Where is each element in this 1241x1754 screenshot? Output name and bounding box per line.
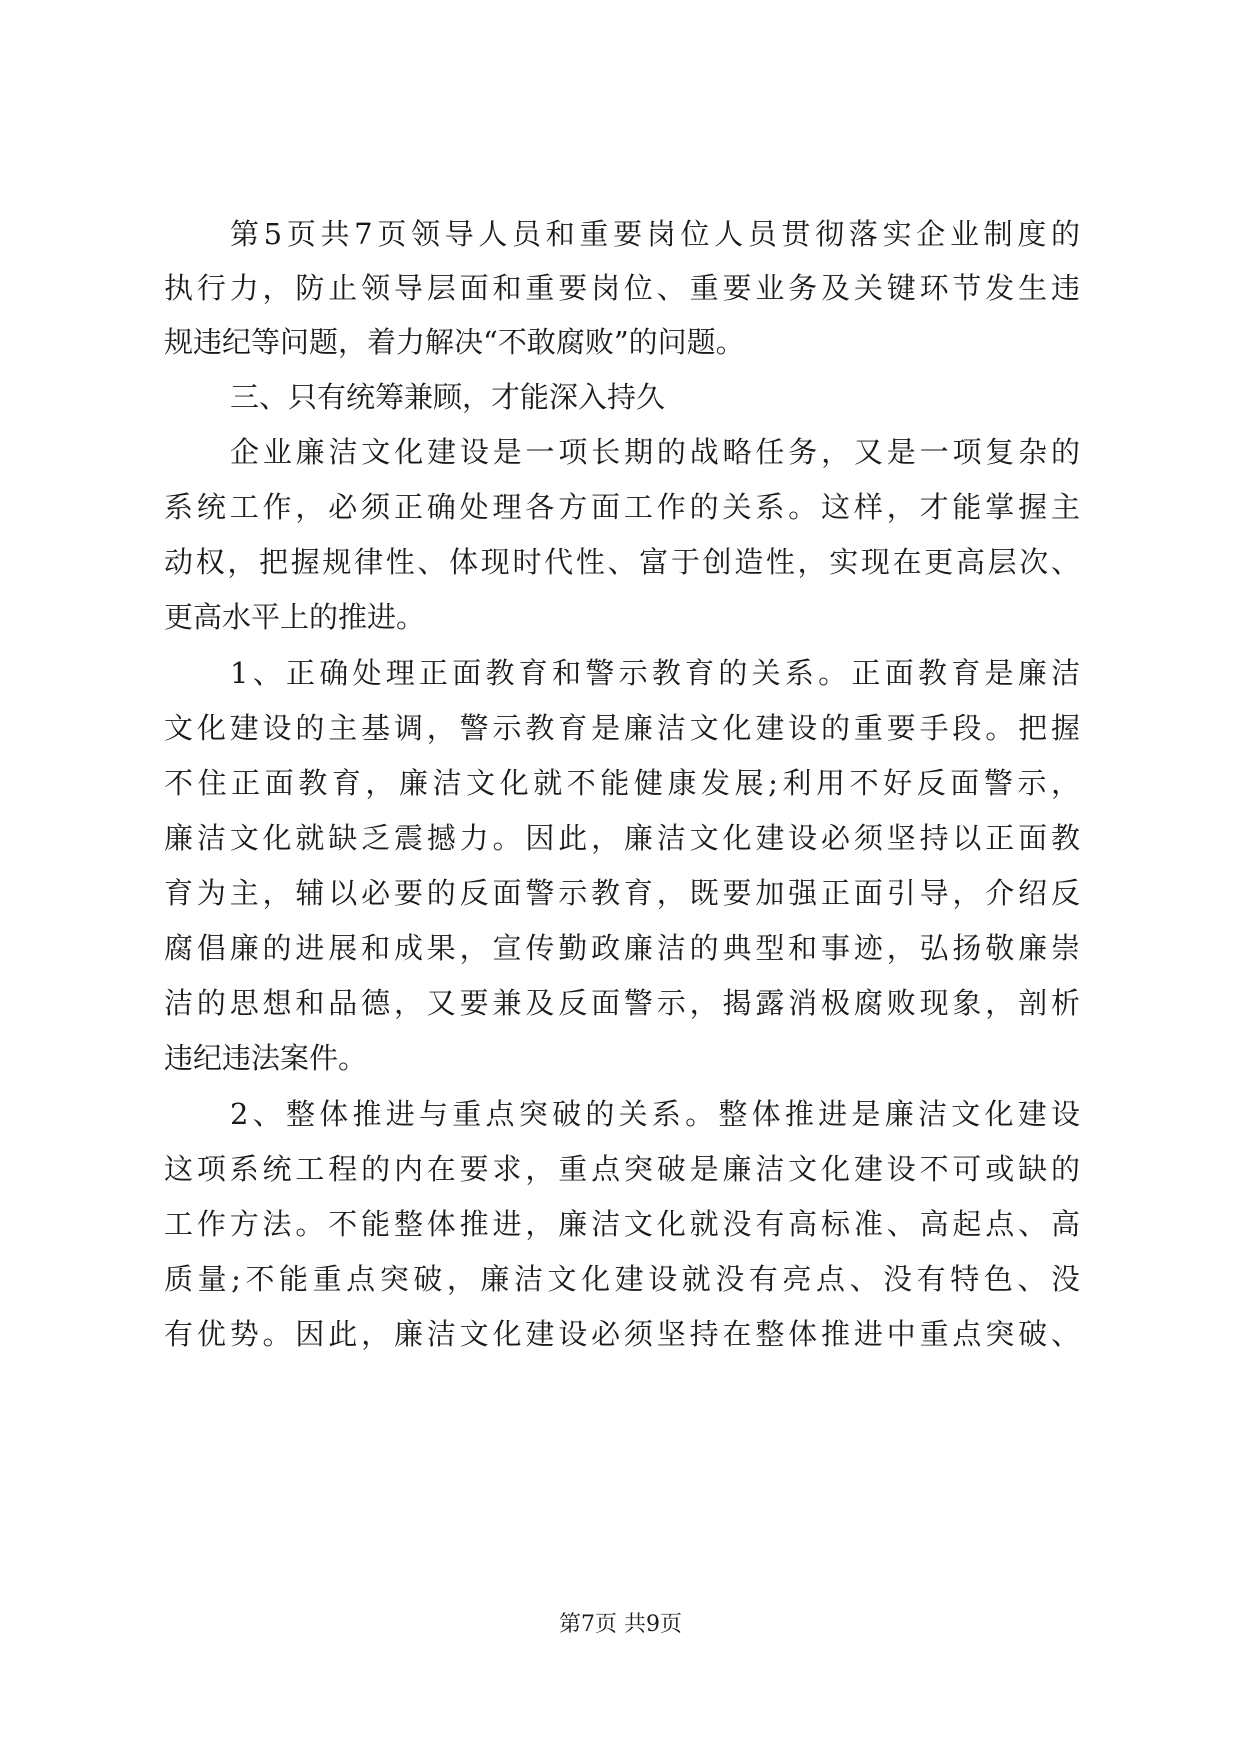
paragraph-4-line-8: 违纪违法案件。	[164, 1041, 368, 1075]
paragraph-1-line-1: 第5页共7页领导人员和重要岗位人员贯彻落实企业制度的	[230, 217, 1080, 251]
paragraph-4-line-7: 洁的思想和品德，又要兼及反面警示，揭露消极腐败现象，剖析	[164, 986, 1080, 1020]
paragraph-1-line-3: 规违纪等问题，着力解决“不敢腐败”的问题。	[164, 325, 745, 359]
paragraph-4-line-6: 腐倡廉的进展和成果，宣传勤政廉洁的典型和事迹，弘扬敬廉崇	[164, 931, 1080, 965]
paragraph-5-line-3: 工作方法。不能整体推进，廉洁文化就没有高标准、高起点、高	[164, 1207, 1080, 1241]
paragraph-4-line-2: 文化建设的主基调，警示教育是廉洁文化建设的重要手段。把握	[164, 711, 1080, 745]
paragraph-3-line-4: 更高水平上的推进。	[164, 600, 426, 634]
paragraph-5-line-5: 有优势。因此，廉洁文化建设必须坚持在整体推进中重点突破、	[164, 1317, 1080, 1351]
paragraph-5-line-2: 这项系统工程的内在要求，重点突破是廉洁文化建设不可或缺的	[164, 1152, 1080, 1186]
paragraph-3-line-1: 企业廉洁文化建设是一项长期的战略任务，又是一项复杂的	[230, 435, 1080, 469]
paragraph-5-line-1: 2、整体推进与重点突破的关系。整体推进是廉洁文化建设	[230, 1097, 1080, 1131]
paragraph-4-line-3: 不住正面教育，廉洁文化就不能健康发展;利用不好反面警示，	[164, 766, 1080, 800]
section-heading-3: 三、只有统筹兼顾，才能深入持久	[230, 380, 666, 414]
paragraph-1-line-2: 执行力，防止领导层面和重要岗位、重要业务及关键环节发生违	[164, 271, 1080, 305]
paragraph-4-line-4: 廉洁文化就缺乏震撼力。因此，廉洁文化建设必须坚持以正面教	[164, 821, 1080, 855]
paragraph-3-line-2: 系统工作，必须正确处理各方面工作的关系。这样，才能掌握主	[164, 490, 1080, 524]
paragraph-3-line-3: 动权，把握规律性、体现时代性、富于创造性，实现在更高层次、	[164, 545, 1080, 579]
paragraph-5-line-4: 质量;不能重点突破，廉洁文化建设就没有亮点、没有特色、没	[164, 1262, 1080, 1296]
page-number-footer: 第7页 共9页	[559, 1612, 682, 1637]
paragraph-4-line-1: 1、正确处理正面教育和警示教育的关系。正面教育是廉洁	[230, 656, 1080, 690]
paragraph-4-line-5: 育为主，辅以必要的反面警示教育，既要加强正面引导，介绍反	[164, 876, 1080, 910]
